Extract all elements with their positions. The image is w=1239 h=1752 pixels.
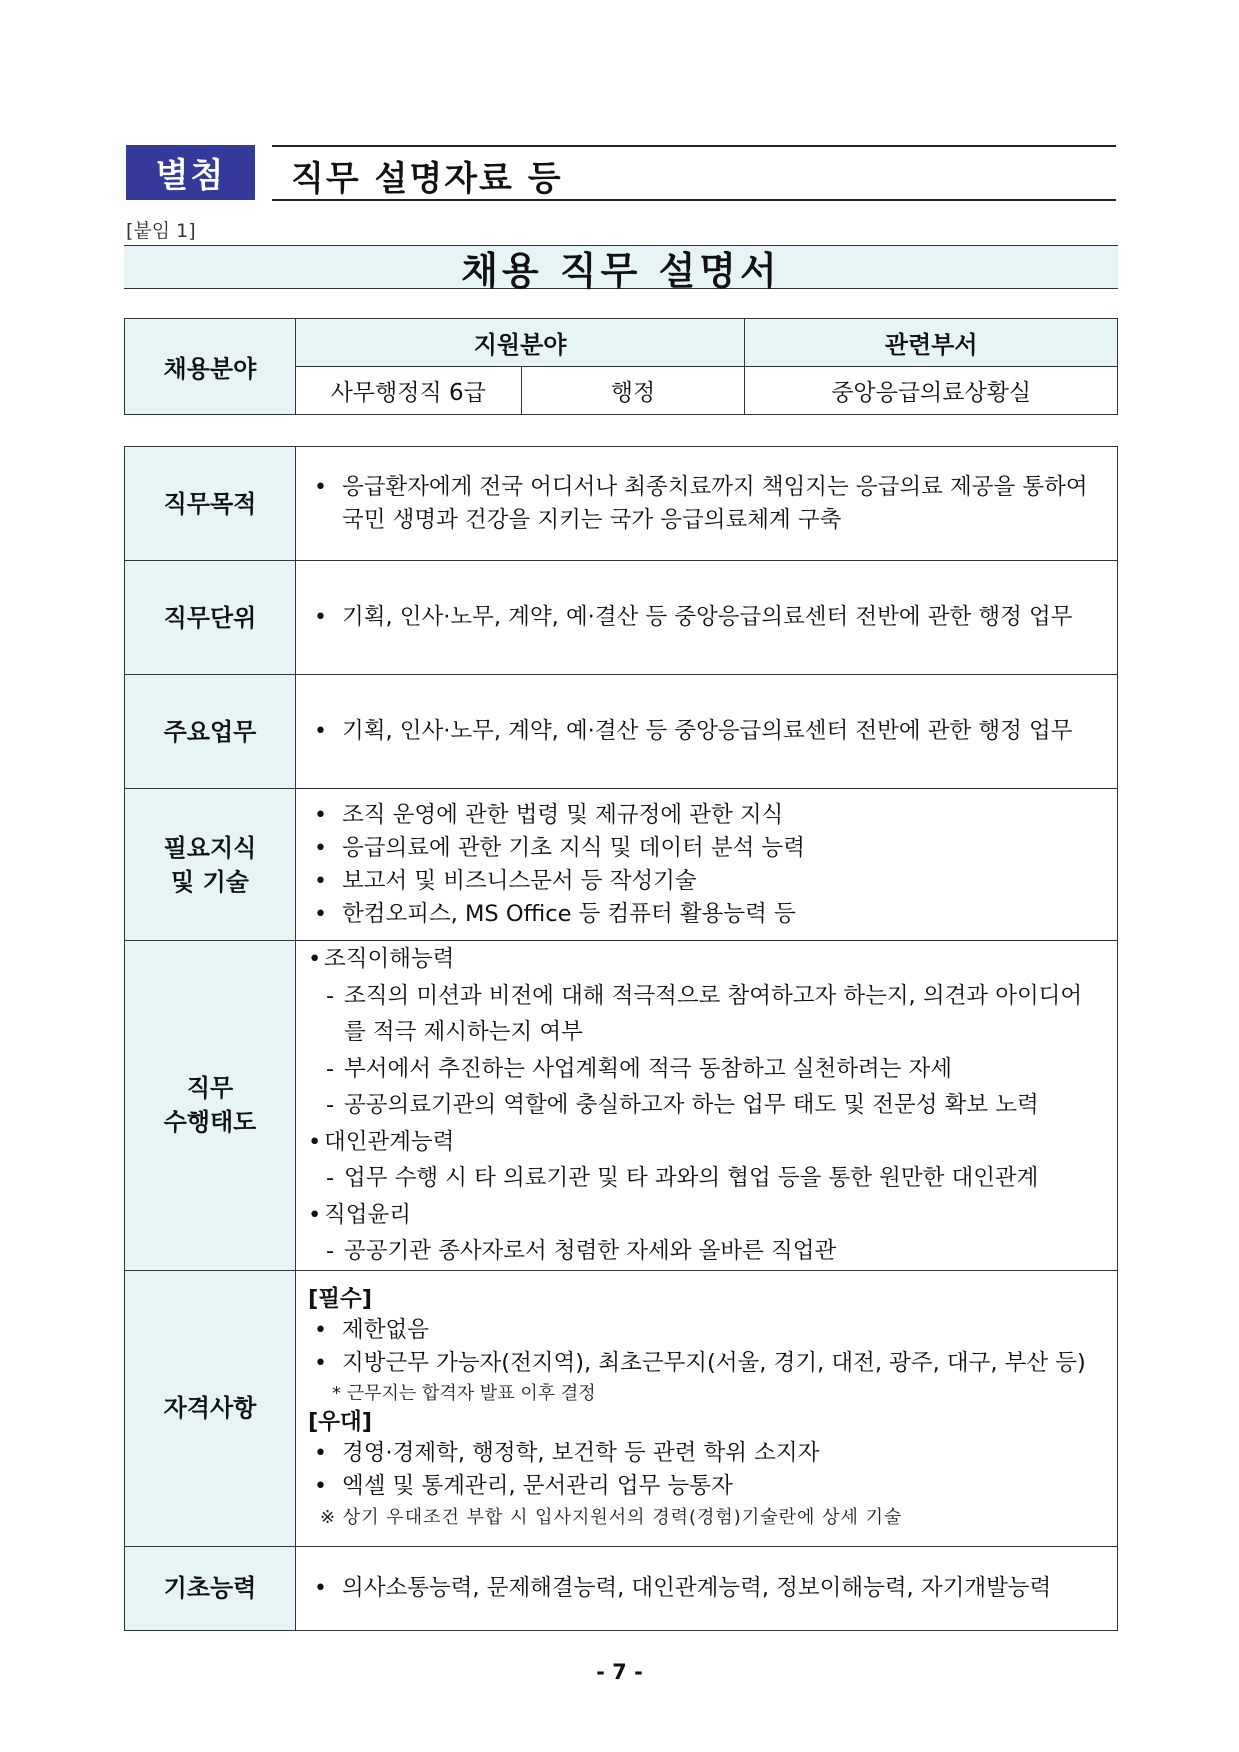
annex-badge: 별첨 xyxy=(126,145,255,200)
annex-title: 직무 설명자료 등 xyxy=(291,159,563,199)
dept-cell: 중앙응급의료상황실 xyxy=(745,367,1118,415)
purpose-row xyxy=(125,447,1118,561)
attitude-detail: - 공공의료기관의 역할에 충실하고자 하는 업무 태도 및 전문성 확보 노력 xyxy=(304,1087,1107,1124)
attitude-label-line2: 수행태도 xyxy=(163,1108,257,1137)
preferred-title: [우대] xyxy=(308,1408,373,1435)
qualifications-label: 자격사항 xyxy=(125,1270,296,1546)
unit-row xyxy=(125,561,1118,675)
unit-item: • 기획, 인사·노무, 계약, 예·결산 등 중앙응급의료센터 전반에 관한 행정 업무 xyxy=(308,601,1107,634)
skills-item: • 한컴오피스, MS Office 등 컴퓨터 활용능력 등 xyxy=(308,898,1107,931)
doc-title-bar xyxy=(124,245,1118,293)
col-dept-header: 관련부서 xyxy=(745,319,1118,367)
preferred-item: • 경영·경제학, 행정학, 보건학 등 관련 학위 소지자 xyxy=(308,1437,1107,1470)
skills-item: • 응급의료에 관한 기초 지식 및 데이터 분석 능력 xyxy=(308,832,1107,865)
col-field-header: 지원분야 xyxy=(295,319,745,367)
basic-item: • 의사소통능력, 문제해결능력, 대인관계능력, 정보이해능력, 자기개발능력 xyxy=(308,1572,1107,1605)
attitude-detail: - 업무 수행 시 타 의료기관 및 타 과와의 협업 등을 통한 원만한 대인관계 xyxy=(304,1160,1107,1197)
attitude-detail: - 공공기관 종사자로서 청렴한 자세와 올바른 직업관 xyxy=(304,1233,1107,1270)
main-tasks-label: 주요업무 xyxy=(125,675,296,789)
recruit-row-label: 채용분야 xyxy=(125,319,296,415)
attitude-detail: - 조직의 미션과 비전에 대해 적극적으로 참여하고자 하는지, 의견과 아이디어 xyxy=(304,978,1107,1015)
attitude-label-line1: 직무 xyxy=(186,1074,234,1103)
qualifications-row xyxy=(125,1270,1118,1546)
attitude-detail-cont: 를 적극 제시하는지 여부 xyxy=(344,1019,583,1045)
main-tasks-row xyxy=(125,675,1118,789)
skills-label xyxy=(125,789,296,941)
skills-item: • 보고서 및 비즈니스문서 등 작성기술 xyxy=(308,865,1107,898)
required-item: • 제한없음 xyxy=(308,1314,1107,1347)
attitude-detail: - 부서에서 추진하는 사업계획에 적극 동참하고 실천하려는 자세 xyxy=(304,1051,1107,1088)
page-number: - 7 - xyxy=(596,1660,643,1684)
job-description-table xyxy=(124,446,1118,1631)
field-cell: 행정 xyxy=(521,367,745,415)
preferred-item: • 엑셀 및 통계관리, 문서관리 업무 능통자 xyxy=(308,1470,1107,1503)
skills-label-line1: 필요지식 xyxy=(163,833,257,862)
basic-row xyxy=(125,1546,1118,1630)
attachment-label: [붙임 1] xyxy=(126,220,196,242)
attitude-group-title: • 조직이해능력 xyxy=(304,941,1107,978)
doc-title: 채용 직무 설명서 xyxy=(461,248,781,293)
required-note: * 근무지는 합격자 발표 이후 결정 xyxy=(332,1382,596,1404)
required-item: • 지방근무 가능자(전지역), 최초근무지(서울, 경기, 대전, 광주, 대구, 부산 등) xyxy=(308,1347,1107,1380)
preferred-note: ※ 상기 우대조건 부합 시 입사지원서의 경력(경험)기술란에 상세 기술 xyxy=(320,1506,903,1528)
attitude-row xyxy=(125,941,1118,1271)
attitude-group-title: • 직업윤리 xyxy=(304,1197,1107,1234)
purpose-label: 직무목적 xyxy=(125,447,296,561)
header-line-bottom xyxy=(272,199,1116,201)
basic-label: 기초능력 xyxy=(125,1546,296,1630)
recruit-table xyxy=(124,318,1118,415)
purpose-item: • 응급환자에게 전국 어디서나 최종치료까지 책임지는 응급의료 제공을 통하여 국민 생명과 건강을 지키는 국가 응급의료체계 구축 xyxy=(308,471,1107,537)
attitude-group-title: • 대인관계능력 xyxy=(304,1124,1107,1161)
attitude-label xyxy=(125,941,296,1271)
skills-item: • 조직 운영에 관한 법령 및 제규정에 관한 지식 xyxy=(308,799,1107,832)
required-title: [필수] xyxy=(308,1285,373,1312)
header-line-top xyxy=(272,145,1116,147)
position-cell: 사무행정직 6급 xyxy=(295,367,521,415)
skills-label-line2: 및 기술 xyxy=(171,867,249,896)
skills-row xyxy=(125,789,1118,941)
annex-header xyxy=(126,145,1116,201)
main-tasks-item: • 기획, 인사·노무, 계약, 예·결산 등 중앙응급의료센터 전반에 관한 행정 업무 xyxy=(308,715,1107,748)
unit-label: 직무단위 xyxy=(125,561,296,675)
